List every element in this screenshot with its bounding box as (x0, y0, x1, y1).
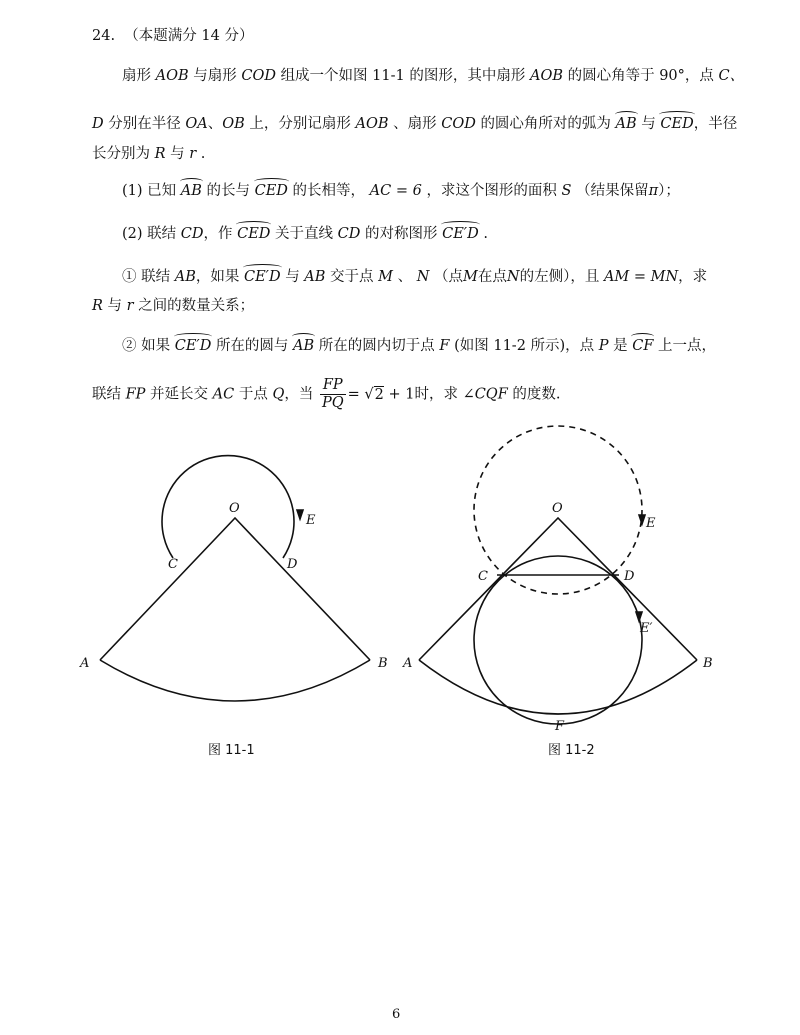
label-e-prime: E′ (640, 621, 653, 636)
text: 时，求 (414, 386, 458, 403)
math-ac: AC (212, 386, 235, 403)
fraction-denominator: PQ (321, 395, 344, 411)
math-fp: FP (125, 386, 146, 403)
text: 、 (207, 116, 223, 132)
text: 上一点， (658, 338, 717, 354)
math-oa: OA (185, 116, 208, 132)
math-q: Q (272, 386, 285, 403)
text: ② 如果 (122, 338, 171, 354)
text: 所在的圆内切于点 (318, 338, 435, 354)
math-ob: OB (222, 116, 245, 132)
arc-ab: AB (181, 178, 202, 201)
text: 上，分别记扇形 (249, 116, 351, 132)
text: 、 (397, 269, 413, 285)
figure-11-2-caption: 图 11-2 (548, 743, 595, 758)
math-c: C、 (718, 68, 745, 84)
math-cd: CD (337, 226, 361, 242)
text: 与扇形 (193, 68, 237, 84)
arrow-e-fig2 (639, 515, 645, 524)
text: 之间的数量关系； (138, 298, 255, 314)
fraction-numerator: FP (320, 377, 346, 395)
text: 与 (641, 116, 656, 132)
label-d: D (287, 557, 298, 572)
text: 组成一个如图 11-1 的图形，其中扇形 (280, 68, 526, 84)
math-m: M (463, 269, 478, 285)
figure-11-1-caption: 图 11-1 (208, 743, 255, 758)
arc-ce-prime-d: CE′D (175, 333, 212, 356)
text: . (200, 146, 206, 162)
math-ab: AB (174, 269, 196, 285)
text: 是 (613, 338, 628, 354)
math-pi: π (648, 183, 659, 199)
math-r-big: R (92, 298, 103, 314)
text: 与 (285, 269, 300, 285)
text: 的长相等， (292, 183, 366, 199)
math-angle-cqf: ∠CQF (462, 386, 508, 403)
arc-ab: AB (293, 333, 314, 356)
label-a: A (403, 656, 413, 671)
page-number: 6 (392, 1007, 401, 1022)
arc-ce-prime-d: CE′D (442, 221, 479, 244)
arc-ce-prime-d: CE′D (244, 264, 281, 287)
text: 所在的圆与 (215, 338, 289, 354)
text: (1) 已知 (122, 183, 177, 199)
text: 交于点 (330, 269, 374, 285)
text: 关于直线 (275, 226, 334, 242)
text: (如图 11-2 所示)，点 (454, 338, 595, 354)
math-p: P (598, 338, 609, 354)
label-b: B (378, 656, 388, 671)
arc-ced: CED (255, 178, 288, 201)
problem-number: 24. (92, 28, 116, 44)
arc-ab: AB (616, 111, 637, 134)
text: 、扇形 (393, 116, 437, 132)
text: （结果保留 (576, 183, 649, 199)
math-ab: AB (304, 269, 326, 285)
label-c: C (478, 569, 488, 584)
text: (2) 联结 (122, 226, 177, 242)
math-m: M (378, 269, 394, 285)
text: ，作 (203, 226, 233, 242)
text: 在点 (477, 269, 507, 285)
text: ，半径 (693, 116, 738, 132)
label-o: O (552, 501, 563, 516)
text: ，求这个图形的面积 (426, 183, 557, 199)
math-s: S (561, 183, 572, 199)
label-o: O (229, 501, 240, 516)
text: 长分别为 (92, 146, 150, 162)
text: ）； (658, 183, 680, 199)
arc-ced: CED (237, 221, 270, 244)
label-e: E (646, 516, 656, 531)
problem-score: （本题满分 14 分） (124, 28, 254, 44)
text: 的圆心角所对的弧为 (480, 116, 611, 132)
sub-question-2-cont: 联结 FP 并延长交 AC 于点 Q，当 $\frac{FP}{PQ}$ = √2 + 1时，求 ∠CQF 的度数. (92, 377, 561, 411)
circle-e-prime (474, 556, 642, 724)
math-cd: CD (180, 226, 204, 242)
label-b: B (703, 656, 713, 671)
math-r-big: R (154, 146, 166, 162)
label-a: A (80, 656, 90, 671)
label-e: E (306, 513, 316, 528)
text: 于点 (238, 386, 268, 403)
text: 并延长交 (150, 386, 209, 403)
text: ① 联结 (122, 269, 171, 285)
text: 扇形 (122, 68, 151, 84)
math-cod: COD (441, 116, 476, 132)
math-r-small: r (189, 146, 197, 162)
text: 的左侧），且 (519, 269, 600, 285)
text: ，求 (678, 269, 708, 285)
math-ac-6: AC = 6 (369, 183, 422, 199)
arrow-e-prime (636, 612, 642, 621)
math-am-mn: AM = MN (603, 269, 679, 285)
text: . (483, 226, 488, 242)
math-cod: COD (241, 68, 276, 84)
label-f: F (555, 719, 565, 734)
arc-ced: CED (660, 111, 693, 134)
plus-one: + 1 (383, 386, 415, 403)
text: ，如果 (195, 269, 240, 285)
text: 联结 (92, 386, 121, 403)
radii-oa-ob-fig2 (419, 518, 697, 660)
label-d: D (624, 569, 635, 584)
text: 的对称图形 (364, 226, 438, 242)
text: （点 (434, 269, 464, 285)
arc-cf: CF (632, 333, 653, 356)
text: 与 (107, 298, 123, 314)
equals: = (347, 386, 365, 403)
math-aob: AOB (529, 68, 563, 84)
text: 的圆心角等于 90°，点 (567, 68, 714, 84)
text: ，当 (284, 386, 314, 403)
math-d: D (92, 116, 104, 132)
text: 与 (170, 146, 185, 162)
arc-ab-fig2 (419, 660, 697, 714)
math-n: N (416, 269, 430, 285)
text: 的长与 (206, 183, 251, 199)
math-f: F (439, 338, 450, 354)
sqrt-radicand: 2 (374, 386, 384, 403)
text: 分别在半径 (108, 116, 181, 132)
math-r-small: r (126, 298, 134, 314)
math-aob: AOB (355, 116, 389, 132)
label-c: C (168, 557, 178, 572)
math-aob: AOB (155, 68, 189, 84)
text: 的度数. (512, 386, 561, 403)
math-n: N (506, 269, 520, 285)
